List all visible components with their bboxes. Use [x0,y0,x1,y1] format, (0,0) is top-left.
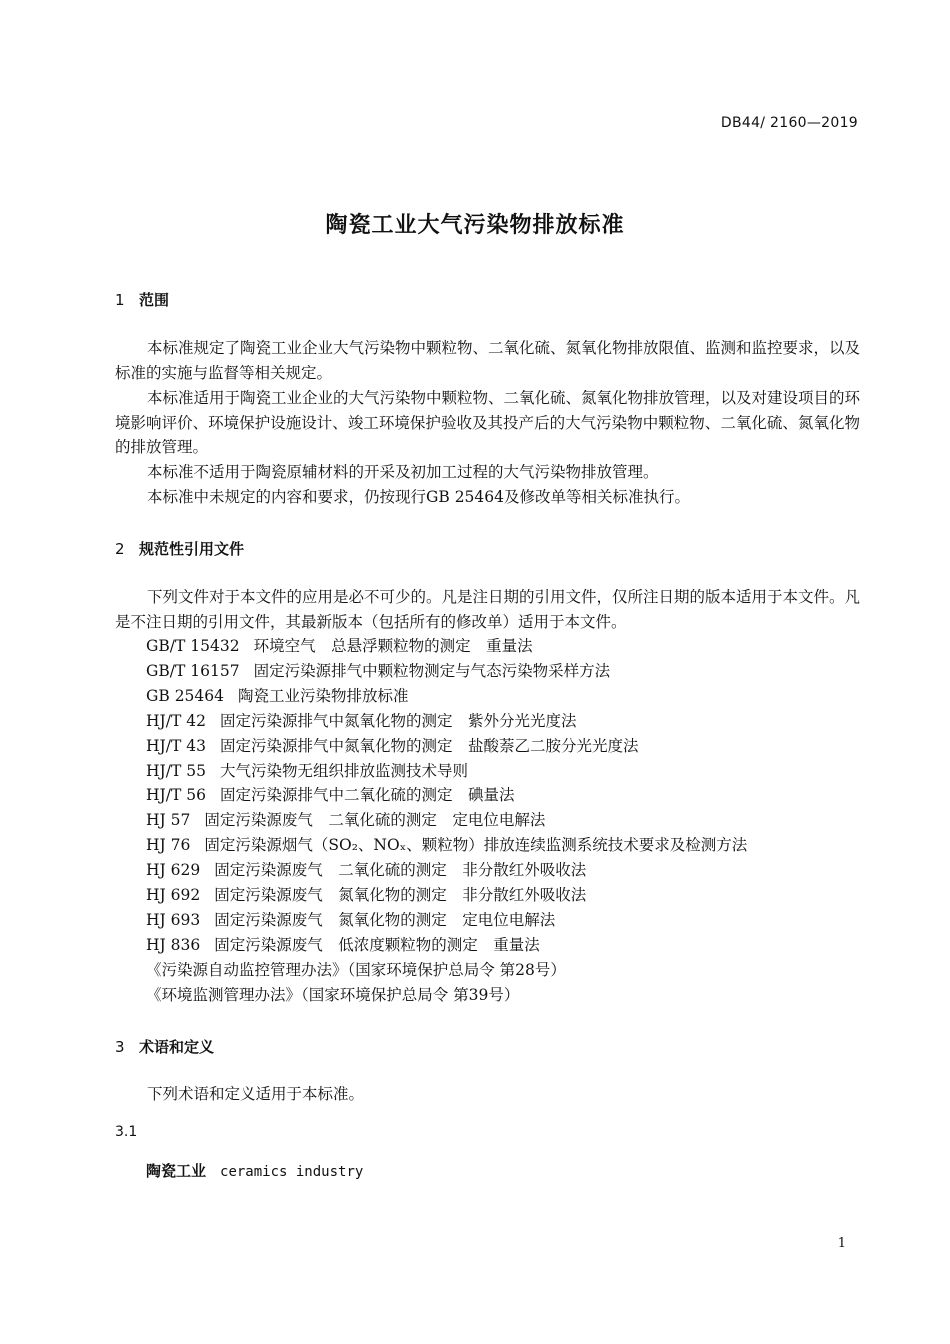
section-number: 1 [115,291,125,309]
reference-code: HJ/T 43 [146,736,206,755]
reference-code: HJ 836 [146,935,201,954]
terms-intro: 下列术语和定义适用于本标准。 [147,1085,365,1103]
scope-paragraph-3: 本标准不适用于陶瓷原辅材料的开采及初加工过程的大气污染物排放管理。 [147,463,659,481]
reference-item [146,783,747,808]
term-entry [146,1160,363,1181]
scope-paragraph-2: 本标准适用于陶瓷工业企业的大气污染物中颗粒物、二氧化硫、氮氧化物排放管理，以及对建设项目的环境影响评价、环境保护设施设计、竣工环境保护验收及其投产后的大气污染物中颗粒物、二氧化硫、氮氧化物的排放管理。 [115,389,861,456]
reference-code: HJ 692 [146,886,201,905]
reference-title: 《污染源自动监控管理办法》（国家环境保护总局令 第28号） [146,960,566,979]
section-heading-terms [115,1036,214,1057]
reference-item [146,908,747,933]
reference-code: HJ 629 [146,861,201,880]
section-title: 规范性引用文件 [139,540,245,558]
reference-title: 固定污染源排气中氮氧化物的测定 盐酸萘乙二胺分光光度法 [219,736,639,755]
reference-code: GB/T 16157 [146,661,240,680]
section-title: 术语和定义 [139,1038,215,1056]
reference-title: 大气污染物无组织排放监测技术导则 [219,761,468,780]
reference-code: HJ 76 [146,836,191,855]
section-heading-references [115,538,244,559]
reference-item [146,858,747,883]
reference-code: HJ/T 56 [146,786,206,805]
term-number: 3.1 [115,1124,138,1140]
section-number: 3 [115,1038,125,1056]
reference-item [146,833,747,858]
reference-title: 固定污染源烟气（SO₂、NOₓ、颗粒物）排放连续监测系统技术要求及检测方法 [204,836,748,855]
reference-title: 固定污染源废气 氮氧化物的测定 定电位电解法 [214,910,556,929]
section-heading-scope [115,289,169,310]
reference-title: 陶瓷工业污染物排放标准 [238,686,409,705]
reference-code: HJ 693 [146,910,201,929]
reference-title: 固定污染源废气 低浓度颗粒物的测定 重量法 [214,935,540,954]
section-title: 范围 [139,291,170,309]
reference-item [146,808,747,833]
scope-paragraph-4: 本标准中未规定的内容和要求，仍按现行GB 25464及修改单等相关标准执行。 [147,488,691,506]
reference-item [146,883,747,908]
document-title: 陶瓷工业大气污染物排放标准 [325,213,625,238]
reference-item [146,734,747,759]
reference-item [146,759,747,784]
reference-title: 固定污染源排气中二氧化硫的测定 碘量法 [219,786,515,805]
reference-title: 固定污染源废气 氮氧化物的测定 非分散红外吸收法 [214,886,587,905]
reference-code: GB/T 15432 [146,637,240,655]
document-code: DB44/ 2160—2019 [720,115,858,131]
reference-item [146,709,747,734]
reference-title: 《环境监测管理办法》（国家环境保护总局令 第39号） [146,985,520,1004]
reference-item [146,659,747,684]
reference-code: HJ/T 42 [146,711,206,730]
reference-title: 固定污染源废气 二氧化硫的测定 非分散红外吸收法 [214,861,587,880]
reference-title: 固定污染源排气中氮氧化物的测定 紫外分光光度法 [219,711,577,730]
reference-list [146,634,747,1008]
reference-item [146,933,747,958]
scope-paragraph-1: 本标准规定了陶瓷工业企业大气污染物中颗粒物、二氧化硫、氮氧化物排放限值、监测和监控要求，以及标准的实施与监督等相关规定。 [115,339,861,382]
reference-item [146,684,747,709]
references-intro: 下列文件对于本文件的应用是必不可少的。凡是注日期的引用文件，仅所注日期的版本适用于本文件。凡是不注日期的引用文件，其最新版本（包括所有的修改单）适用于本文件。 [115,588,861,631]
term-english: ceramics industry [220,1164,364,1180]
reference-item [146,958,747,983]
reference-title: 固定污染源废气 二氧化硫的测定 定电位电解法 [204,811,546,830]
section-number: 2 [115,540,125,558]
term-chinese: 陶瓷工业 [146,1162,207,1180]
reference-item [146,634,747,659]
reference-code: GB 25464 [146,686,225,705]
page-number: 1 [837,1236,846,1251]
reference-code: HJ 57 [146,811,191,830]
reference-title: 固定污染源排气中颗粒物测定与气态污染物采样方法 [253,661,611,680]
reference-item [146,983,747,1008]
reference-title: 环境空气 总悬浮颗粒物的测定 重量法 [253,637,533,655]
reference-code: HJ/T 55 [146,761,206,780]
